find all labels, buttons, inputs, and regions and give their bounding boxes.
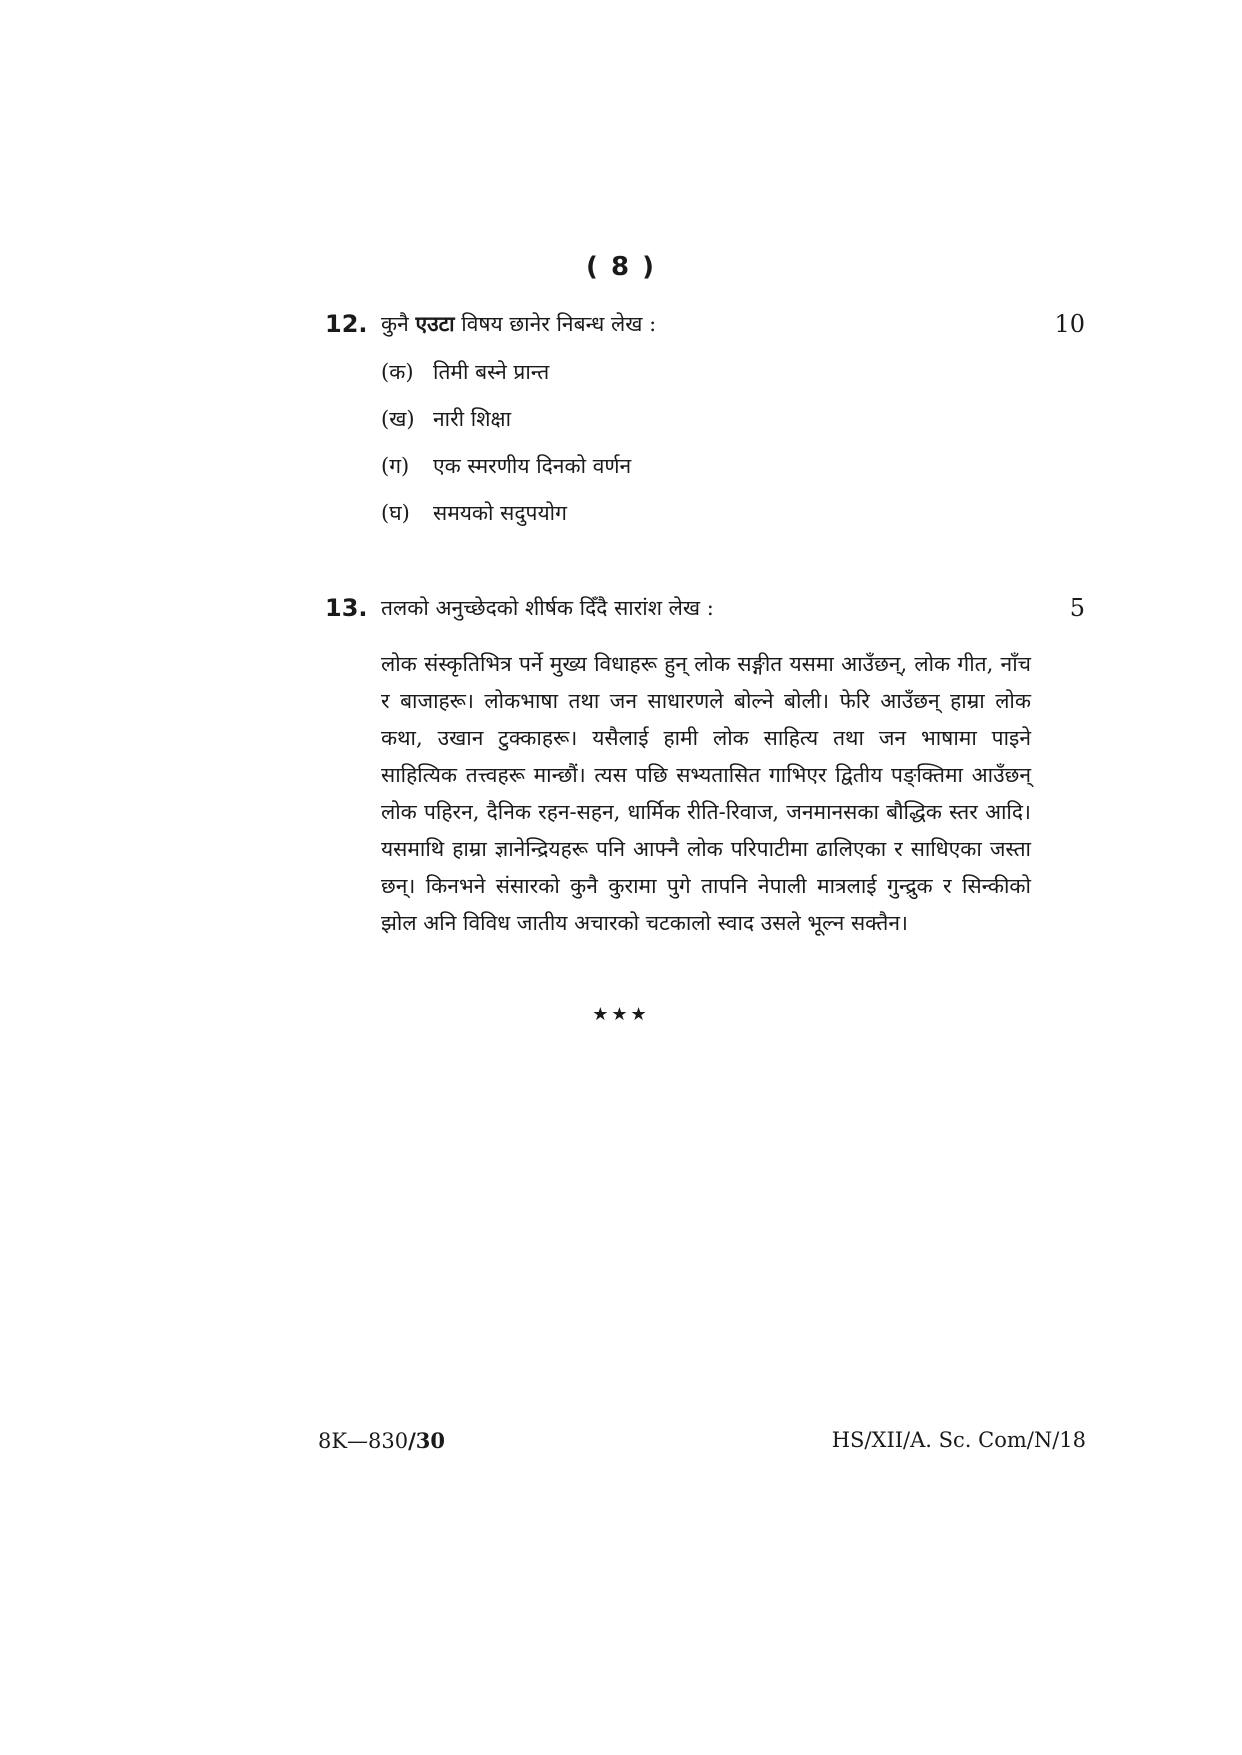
emphasis-text: एउटा (415, 311, 455, 336)
option-label: (ख) (381, 407, 415, 431)
page-number: ( 8 ) (586, 252, 656, 282)
footer-code-left: 8K—830/30 (318, 1428, 446, 1453)
question-marks: 10 (1054, 310, 1085, 338)
question-number: 12. (325, 310, 368, 338)
question-12 (325, 310, 1085, 546)
option-text: एक स्मरणीय दिनको वर्णन (433, 454, 632, 478)
option-label: (घ) (381, 501, 410, 525)
question-number: 13. (325, 594, 368, 622)
option-gha (381, 499, 1085, 546)
option-text: समयको सदुपयोग (433, 501, 567, 525)
question-marks: 5 (1069, 594, 1085, 622)
end-mark: ★★★ (592, 1004, 650, 1025)
question-text: कुनै एउटा विषय छानेर निबन्ध लेख : (381, 311, 657, 336)
option-text: तिमी बस्ने प्रान्त (433, 360, 550, 384)
question-text: तलको अनुच्छेदको शीर्षक दिँदै सारांश लेख : (381, 596, 714, 620)
option-kha (381, 405, 1085, 452)
question-13 (325, 594, 1085, 935)
option-label: (ग) (381, 454, 410, 478)
option-ka (381, 358, 1085, 405)
option-text: नारी शिक्षा (433, 407, 512, 431)
options-list (381, 358, 1085, 546)
option-ga (381, 452, 1085, 499)
footer-code-right: HS/XII/A. Sc. Com/N/18 (831, 1428, 1086, 1452)
passage-text: लोक संस्कृतिभित्र पर्ने मुख्य विधाहरू हुन् लोक सङ्गीत यसमा आउँछन्, लोक गीत, नाँच र बाजाहरू। लोकभाषा तथा जन साधारणले बोल्ने बोली। फेरि आउँछन् हाम्रा लोक कथा, उखान टुक्काहरू। यसैलाई हामी लोक साहित्य तथा जन भाषामा पाइने साहित्यिक तत्त्वहरू मान्छौं। त्यस पछि सभ्यतासित गाभिएर द्वितीय पङ्क्तिमा आउँछन् लोक पहिरन, दैनिक रहन-सहन, धार्मिक रीति-रिवाज, जनमानसका बौद्धिक स्तर आदि। यसमाथि हाम्रा ज्ञानेन्द्रियहरू पनि आफ्नै लोक परिपाटीमा ढालिएका र साधिएका जस्ता छन्। किनभने संसारको कुनै कुरामा पुगे तापनि नेपाली मात्रलाई गुन्द्रुक र सिन्कीको झोल अनि विविध जातीय अचारको चटकालो स्वाद उसले भूल्न सक्तैन। (381, 652, 1031, 935)
option-label: (क) (381, 360, 414, 384)
